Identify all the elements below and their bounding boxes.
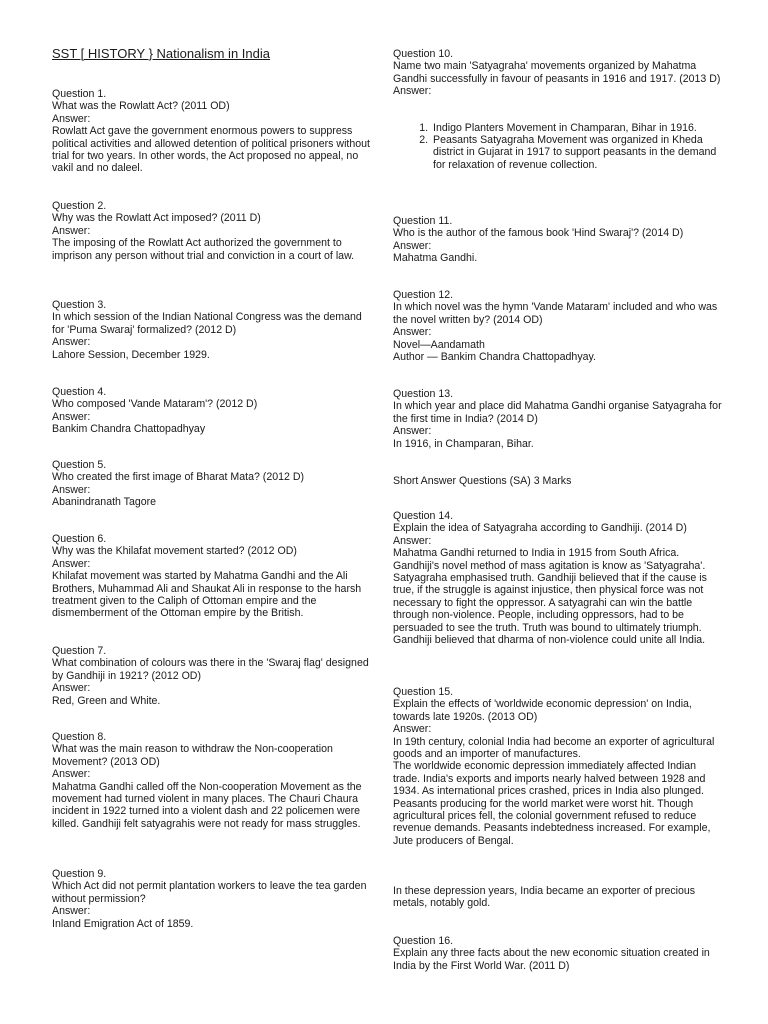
answer-text: Rowlatt Act gave the government enormous powers to suppress political activities and allowed detention of political prisoners without trial for two years. In other words, the Act proposed no appeal, no vakil and no daleel. [52,125,370,175]
question-block-15 [393,686,723,847]
answer-label: Answer: [52,483,91,496]
answer-text: Red, Green and White. [52,694,161,707]
question-text: Explain the idea of Satyagraha according to Gandhiji. (2014 D) [393,522,687,535]
answer-label: Answer: [393,723,432,736]
question-number: Question 11. [393,215,453,227]
question-number: Question 7. [52,645,107,657]
question-text: What was the Rowlatt Act? (2011 OD) [52,100,230,113]
question-text: In which novel was the hymn 'Vande Mataram' included and who was the novel written by? (2014 OD) [393,301,718,326]
question-block-11 [393,215,723,265]
question-text: Who composed 'Vande Mataram'? (2012 D) [52,398,258,411]
question-text: What combination of colours was there in the 'Swaraj flag' designed by Gandhiji in 1921? (2012 OD) [52,657,369,682]
answer-label: Answer: [393,425,432,438]
answer-text: Mahatma Gandhi called off the Non-cooperation Movement as the movement had turned violent in many places. The Chauri Chaura incident in 1922 turned into a violent dash and 22 policemen were killed. Gandhiji felt satyagrahis were not ready for mass struggles. [52,780,362,830]
question-block-16 [393,935,723,972]
question-block-3 [52,299,377,361]
question-number: Question 13. [393,388,454,400]
answer-text: Inland Emigration Act of 1859. [52,917,194,930]
answer-text: In 19th century, colonial India had become an exporter of agricultural goods and an importer of manufactures. [393,735,715,761]
answer-text: Khilafat movement was started by Mahatma Gandhi and the Ali Brothers, Muhammad Ali and Shaukat Ali in response to the harsh treatment given to the Caliph of Ottoman empire and the dismemberment of the Ottoman empire by the British. [52,570,362,620]
question-number: Question 14. [393,510,454,522]
answer-text: Mahatma Gandhi. [393,252,478,265]
question-block-10 [393,48,723,171]
answer-list [393,122,723,172]
question-number: Question 4. [52,386,107,398]
question-block-13 [393,388,723,450]
page-title: SST [ HISTORY } Nationalism in India [52,46,270,61]
question-text: What was the main reason to withdraw the Non-cooperation Movement? (2013 OD) [52,743,333,768]
question-text: Explain any three facts about the new economic situation created in India by the First World War. (2011 D) [393,947,710,972]
question-number: Question 3. [52,299,107,311]
answer-label: Answer: [52,682,91,695]
answer-text: Mahatma Gandhi returned to India in 1915 from South Africa. Gandhiji's novel method of mass agitation is know as 'Satyagraha'. Satyagraha emphasised truth. Gandhiji believed that if the cause is true, if the struggle is against injustice, then physical force was not necessary to fight the oppressor. A satyagrahi can win the battle through non-violence. People, including oppressors, had to be persuaded to see the truth. Truth was bound to ultimately triumph. Gandhiji believed that dharma of non-violence could unite all India. [393,547,707,647]
question-number: Question 12. [393,289,454,301]
answer-list-item: 2. Peasants Satyagraha Movement was organized in Kheda district in Gujarat in 1917 to support peasants in the demand for relaxation of revenue collection. [431,134,723,171]
question-text: Who is the author of the famous book 'Hind Swaraj'? (2014 D) [393,227,684,240]
answer-label: Answer: [393,326,432,339]
question-block-14 [393,510,723,646]
question-number: Question 6. [52,533,107,545]
question-block-12 [393,289,723,363]
answer-label: Answer: [52,336,91,349]
answer-text: Author — Bankim Chandra Chattopadhyay. [393,351,596,364]
depression-note: In these depression years, India became an exporter of precious metals, notably gold. [393,885,696,910]
question-text: Why was the Rowlatt Act imposed? (2011 D) [52,212,261,225]
question-text: Name two main 'Satyagraha' movements organized by Mahatma Gandhi successfully in favour of peasants in 1916 and 1917. (2013 D) [393,60,721,85]
question-block-9 [52,868,377,930]
answer-text: The worldwide economic depression immediately affected Indian trade. India's exports and imports nearly halved between 1928 and 1934. As international prices crashed, prices in India also plunged. Peasants producing for the world market were worst hit. Though agricultural prices fell, the colonial government refused to reduce revenue demands. Peasants indebtedness increased. For example, Jute producers of Bengal. [393,760,711,847]
answer-label: Answer: [52,905,91,918]
answer-label: Answer: [393,85,432,98]
question-block-1 [52,88,377,175]
question-number: Question 5. [52,459,107,471]
question-number: Question 2. [52,200,107,212]
question-block-4 [52,386,377,436]
answer-label: Answer: [52,557,91,570]
question-text: Explain the effects of 'worldwide economic depression' on India, towards late 1920s. (2013 OD) [393,698,692,723]
question-text: Which Act did not permit plantation workers to leave the tea garden without permission? [52,880,367,905]
answer-text: Novel—Aandamath [393,338,485,351]
question-block-7 [52,645,377,707]
question-number: Question 9. [52,868,107,880]
question-number: Question 16. [393,935,454,947]
answer-label: Answer: [393,239,432,252]
answer-label: Answer: [393,534,432,547]
question-number: Question 10. [393,48,454,60]
answer-text: Bankim Chandra Chattopadhyay [52,423,206,436]
question-number: Question 8. [52,731,107,743]
answer-label: Answer: [52,224,91,237]
question-text: Why was the Khilafat movement started? (2012 OD) [52,545,297,558]
answer-text: In 1916, in Champaran, Bihar. [393,437,534,450]
question-text: Who created the first image of Bharat Mata? (2012 D) [52,471,305,484]
question-block-6 [52,533,377,620]
answer-label: Answer: [52,410,91,423]
question-text: In which session of the Indian National Congress was the demand for 'Puma Swaraj' formalized? (2012 D) [52,311,362,336]
section-heading: Short Answer Questions (SA) 3 Marks [393,475,572,487]
question-text: In which year and place did Mahatma Gandhi organise Satyagraha for the first time in India? (2014 D) [393,400,722,425]
answer-text: The imposing of the Rowlatt Act authorized the government to imprison any person without trial and conviction in a court of law. [52,237,355,262]
answer-label: Answer: [52,768,91,781]
question-number: Question 15. [393,686,454,698]
question-block-2 [52,200,377,262]
answer-list-item: 1. Indigo Planters Movement in Champaran, Bihar in 1916. [431,122,723,134]
answer-label: Answer: [52,112,91,125]
answer-text: Lahore Session, December 1929. [52,348,210,361]
question-block-5 [52,459,377,509]
question-number: Question 1. [52,88,107,100]
question-block-8 [52,731,377,830]
answer-text: Abanindranath Tagore [52,496,157,509]
